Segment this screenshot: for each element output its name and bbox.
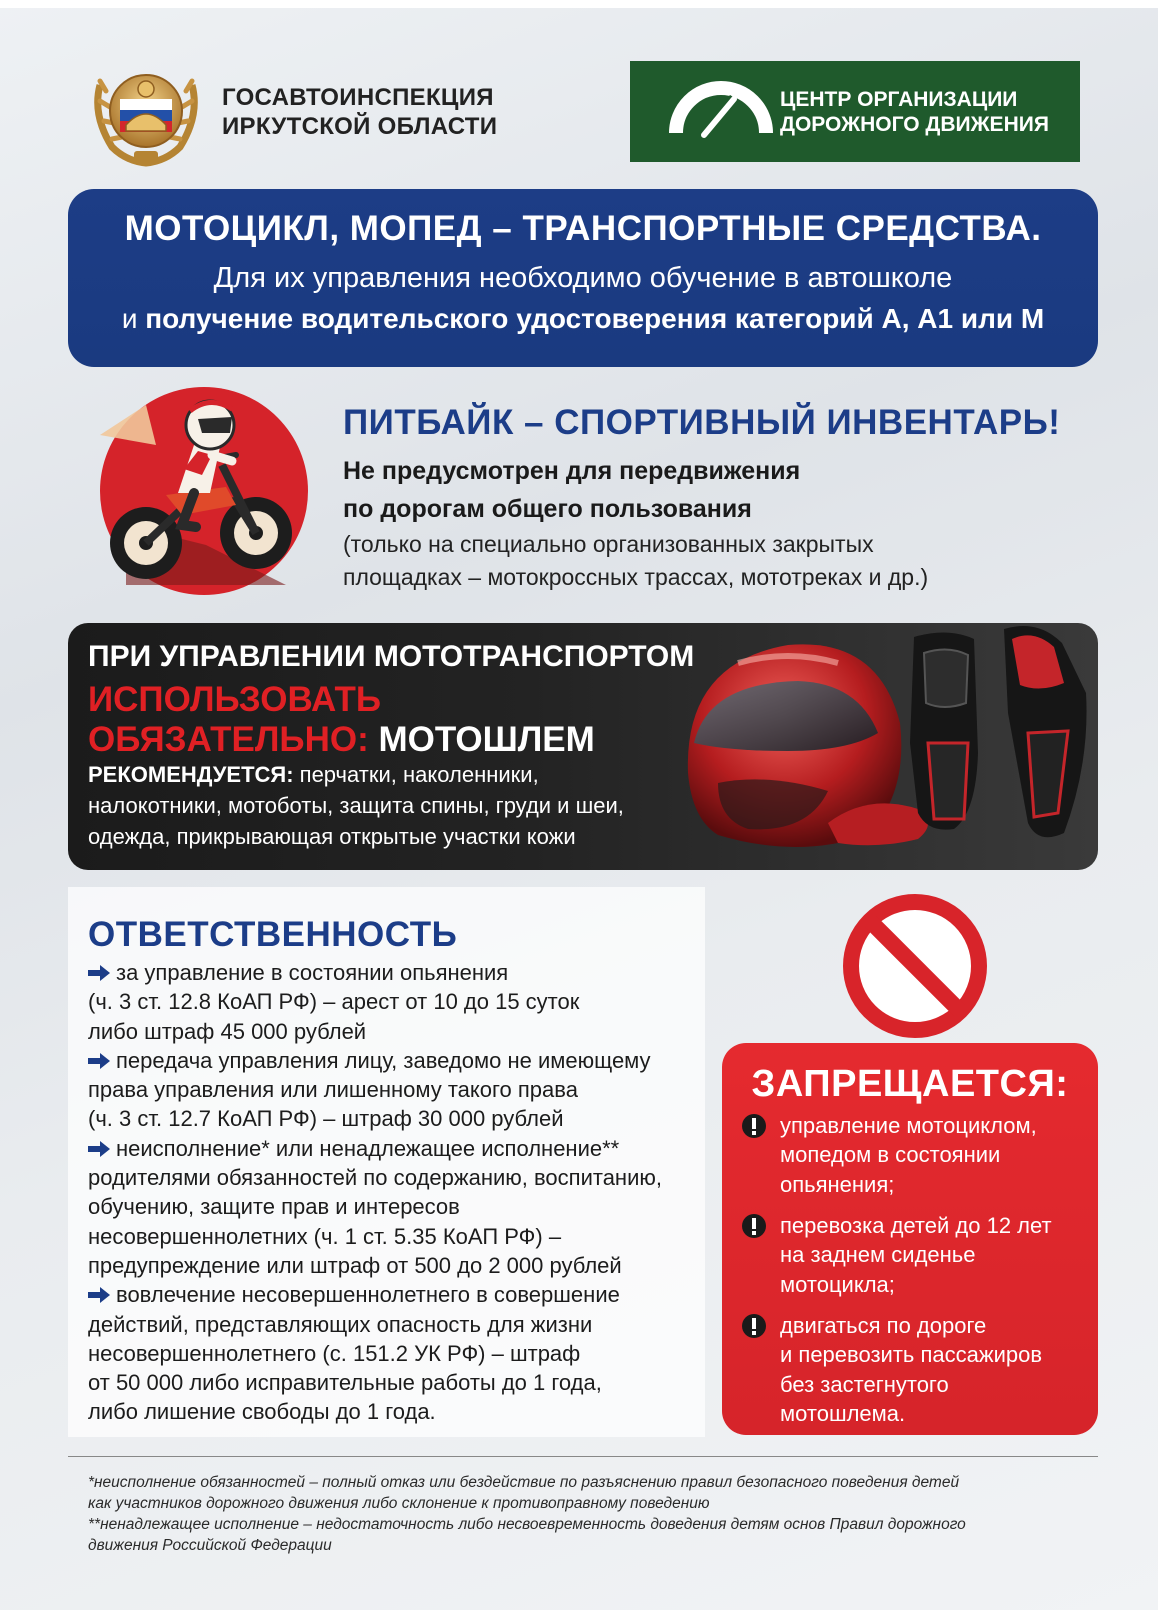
pitbike-rider-illustration [86,375,316,605]
prohibited-line: мотоцикла; [780,1271,895,1297]
footnote-2-line2: движения Российской Федерации [88,1537,332,1554]
gear-recommendations [88,759,624,852]
prohibited-line: и перевозить пассажиров [780,1342,1043,1368]
prohibited-line: опьянения; [780,1171,895,1197]
gear-banner-line3 [88,720,595,760]
responsibility-item-4 [88,1280,662,1309]
transport-banner-title: МОТОЦИКЛ, МОПЕД – ТРАНСПОРТНЫЕ СРЕДСТВА. [124,209,1042,248]
responsibility-line: передача управления лицу, заведомо не имеющему [116,1047,651,1073]
prohibited-line: на заднем сиденье [780,1242,976,1268]
codd-title [780,87,1049,137]
transport-banner [68,189,1098,367]
top-edge [0,0,1158,8]
transport-banner-line2: Для их управления необходимо обучение в автошколе [213,262,953,294]
gai-emblem-icon [86,55,206,170]
arrow-right-icon [88,965,110,981]
codd-logo-block [630,61,1080,162]
pitbike-subtitle-line1: Не предусмотрен для передвижения [343,457,801,485]
responsibility-line: несовершеннолетних (ч. 1 ст. 5.35 КоАП РФ) – [88,1223,562,1249]
transport-banner-line3-prefix: и [121,303,146,334]
prohibited-line: перевозка детей до 12 лет [780,1213,1052,1238]
prohibited-line: двигаться по дороге [780,1313,987,1338]
prohibited-line: мотошлема. [780,1400,906,1426]
transport-banner-line3 [68,303,1098,335]
gai-title [222,83,497,141]
helmet-and-protection-illustration [678,623,1098,870]
gear-rec-line1: перчатки, наколенники, [293,762,539,787]
prohibited-panel [722,1043,1098,1435]
responsibility-line: либо штраф 45 000 рублей [88,1018,367,1044]
responsibility-line: права управления или лишенному такого права [88,1077,578,1103]
responsibility-list [88,958,662,1427]
footnote-1-line1: *неисполнение обязанностей – полный отказ или бездействие по разъяснению правил безопасного поведения детей [88,1474,960,1491]
transport-banner-line3-bold: получение водительского удостоверения категорий А, А1 или М [145,303,1045,334]
responsibility-line: (ч. 3 ст. 12.7 КоАП РФ) – штраф 30 000 рублей [88,1106,564,1132]
responsibility-line: предупреждение или штраф от 500 до 2 000 рублей [88,1252,622,1278]
footnotes [88,1472,966,1556]
exclamation-icon [742,1114,766,1138]
codd-speedometer-icon [668,81,774,141]
arrow-right-icon [88,1287,110,1303]
responsibility-panel [68,887,705,1437]
gear-rec-line3: одежда, прикрывающая открытые участки кожи [88,824,576,849]
footnote-2-line1: **ненадлежащее исполнение – недостаточность либо несвоевременность доведения детям основ Правил дорожного [88,1516,966,1533]
responsibility-line: (ч. 3 ст. 12.8 КоАП РФ) – арест от 10 до 15 суток [88,989,580,1015]
pitbike-note [343,528,928,594]
footnote-1-line2: как участников дорожного движения либо склонение к противоправному поведению [88,1495,710,1512]
pitbike-subtitle [343,452,800,528]
gear-banner [68,623,1098,870]
prohibited-line: управление мотоциклом, [780,1113,1037,1138]
gear-rec-label: РЕКОМЕНДУЕТСЯ: [88,762,294,787]
responsibility-line: вовлечение несовершеннолетнего в совершение [116,1282,620,1308]
responsibility-line: родителями обязанностей по содержанию, воспитанию, [88,1165,662,1191]
responsibility-item-3 [88,1134,662,1163]
pitbike-note-line2: площадках – мотокроссных трассах, мототреках и др.) [343,564,929,590]
responsibility-line: несовершеннолетнего (с. 151.2 УК РФ) – штраф [88,1340,581,1366]
prohibited-title: ЗАПРЕЩАЕТСЯ: [751,1063,1069,1105]
arrow-right-icon [88,1141,110,1157]
exclamation-icon [742,1314,766,1338]
responsibility-item-2 [88,1046,662,1075]
arrow-right-icon [88,1053,110,1069]
responsibility-item-1 [88,958,662,987]
gai-title-line1: ГОСАВТОИНСПЕКЦИЯ [222,84,494,111]
exclamation-icon [742,1214,766,1238]
gai-title-line2: ИРКУТСКОЙ ОБЛАСТИ [222,113,498,140]
gear-banner-helmet: МОТОШЛЕМ [378,720,595,759]
footnote-divider [68,1456,1098,1457]
responsibility-line: неисполнение* или ненадлежащее исполнение** [116,1135,620,1161]
pitbike-subtitle-line2: по дорогам общего пользования [343,495,752,523]
pitbike-note-line1: (только на специально организованных закрытых [343,531,874,557]
gear-banner-line1: ПРИ УПРАВЛЕНИИ МОТОТРАНСПОРТОМ [88,640,695,673]
gear-banner-line2: ИСПОЛЬЗОВАТЬ [88,680,382,719]
prohibition-sign-icon [843,894,987,1038]
gear-banner-required: ОБЯЗАТЕЛЬНО: [88,720,379,759]
responsibility-line: либо лишение свободы до 1 года. [88,1399,436,1425]
responsibility-title: ОТВЕТСТВЕННОСТЬ [88,915,458,954]
pitbike-title: ПИТБАЙК – СПОРТИВНЫЙ ИНВЕНТАРЬ! [343,403,1061,442]
prohibited-line: без застегнутого [780,1371,949,1397]
codd-title-line1: ЦЕНТР ОРГАНИЗАЦИИ [780,88,1018,111]
responsibility-line: действий, представляющих опасность для жизни [88,1311,593,1337]
codd-title-line2: ДОРОЖНОГО ДВИЖЕНИЯ [780,113,1049,136]
prohibited-line: мопедом в состоянии [780,1142,1001,1168]
responsibility-line: за управление в состоянии опьянения [116,960,509,985]
gear-rec-line2: налокотники, мотоботы, защита спины, груди и шеи, [88,793,624,818]
responsibility-line: от 50 000 либо исправительные работы до 1 года, [88,1370,602,1396]
responsibility-line: обучению, защите прав и интересов [88,1194,460,1220]
